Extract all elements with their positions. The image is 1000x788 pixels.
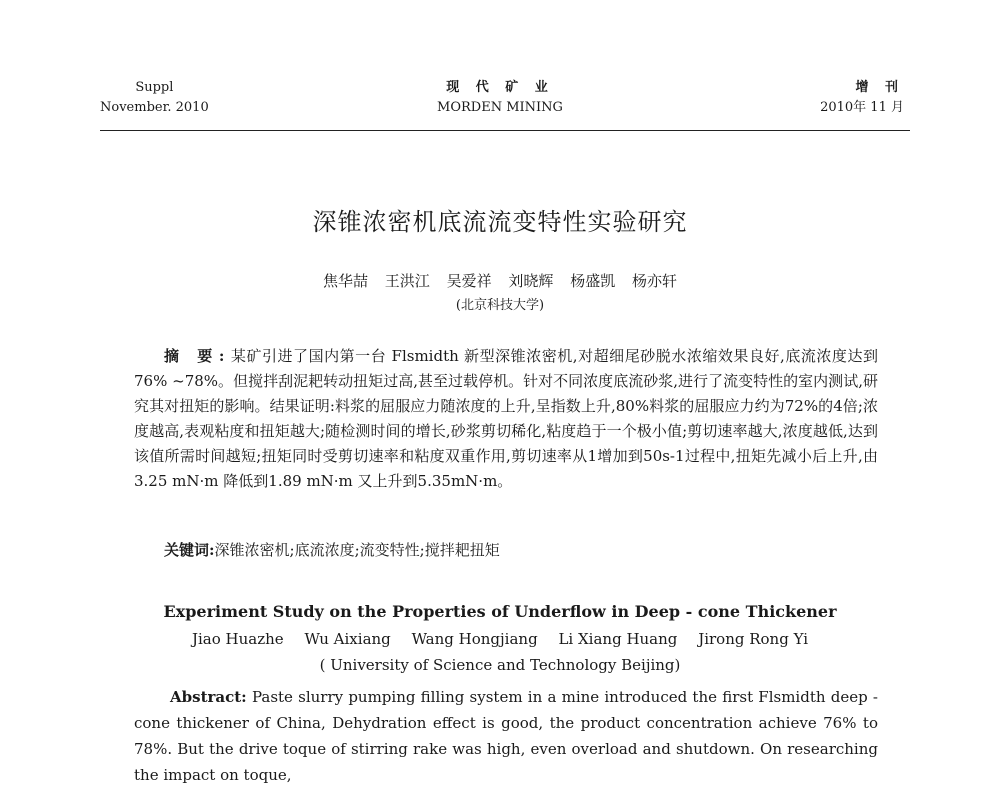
abstract-label-cn: 摘 要:	[164, 347, 231, 365]
affiliation-en: ( University of Science and Technology Beijing)	[319, 656, 681, 674]
supplement-label: Suppl	[135, 80, 174, 95]
author-name: 王洪江	[384, 272, 430, 290]
header-divider	[100, 130, 910, 131]
issue-date-en: November. 2010	[100, 100, 209, 115]
author-name-en: Wu Aixiang	[304, 630, 391, 648]
paper-title-cn: 深锥浓密机底流流变特性实验研究	[312, 208, 688, 236]
author-list-cn	[0, 270, 1000, 291]
keywords-cn	[164, 538, 500, 562]
abstract-cn	[134, 344, 878, 494]
supplement-label-cn: 增 刊	[855, 80, 904, 95]
keywords-body-cn: 深锥浓密机;底流浓度;流变特性;搅拌耙扭矩	[214, 541, 500, 559]
affiliation-cn: (北京科技大学)	[455, 298, 545, 313]
keywords-label-cn: 关键词:	[164, 541, 215, 559]
author-name-en: Jirong Rong Yi	[698, 630, 809, 648]
journal-name-en: MORDEN MINING	[437, 100, 563, 115]
author-name: 杨亦轩	[631, 272, 677, 290]
issue-date-cn: 2010年 11 月	[820, 100, 904, 115]
author-name: 吴爱祥	[446, 272, 492, 290]
abstract-en	[134, 684, 878, 788]
abstract-body-en: Paste slurry pumping filling system in a mine introduced the first Flsmidth deep - cone thickener of China, Dehydration effect is good, the product concentration achieve 76% to 78%. But the drive toque of stirring rake was high, even overload and shutdown. On researching the impact on toque,	[134, 688, 878, 784]
author-name: 杨盛凯	[570, 272, 616, 290]
abstract-body-cn: 某矿引进了国内第一台 Flsmidth 新型深锥浓密机,对超细尾砂脱水浓缩效果良好,底流浓度达到76% ~78%。但搅拌刮泥耙转动扭矩过高,甚至过载停机。针对不同浓度底流砂浆,进行了流变特性的室内测试,研究其对扭矩的影响。结果证明:料浆的屈服应力随浓度的上升,呈指数上升,80%料浆的屈服应力约为72%的4倍;浓度越高,表观粘度和扭矩越大;随检测时间的增长,砂浆剪切稀化,粘度趋于一个极小值;剪切速率越大,浓度越低,达到该值所需时间越短;扭矩同时受剪切速率和粘度双重作用,剪切速率从1增加到50s-1过程中,扭矩先减小后上升,由3.25 mN·m 降低到1.89 mN·m 又上升到5.35mN·m。	[134, 347, 879, 490]
journal-header-right	[820, 78, 904, 118]
author-list-en	[0, 630, 1000, 648]
author-name-en: Li Xiang Huang	[558, 630, 678, 648]
paper-title-en: Experiment Study on the Properties of Underflow in Deep - cone Thickener	[163, 602, 837, 621]
author-name-en: Jiao Huazhe	[191, 630, 284, 648]
author-name-en: Wang Hongjiang	[411, 630, 538, 648]
abstract-label-en: Abstract:	[170, 688, 247, 706]
journal-name-cn: 现 代 矿 业	[446, 80, 554, 95]
author-name: 刘晓辉	[508, 272, 554, 290]
author-name: 焦华喆	[323, 272, 369, 290]
